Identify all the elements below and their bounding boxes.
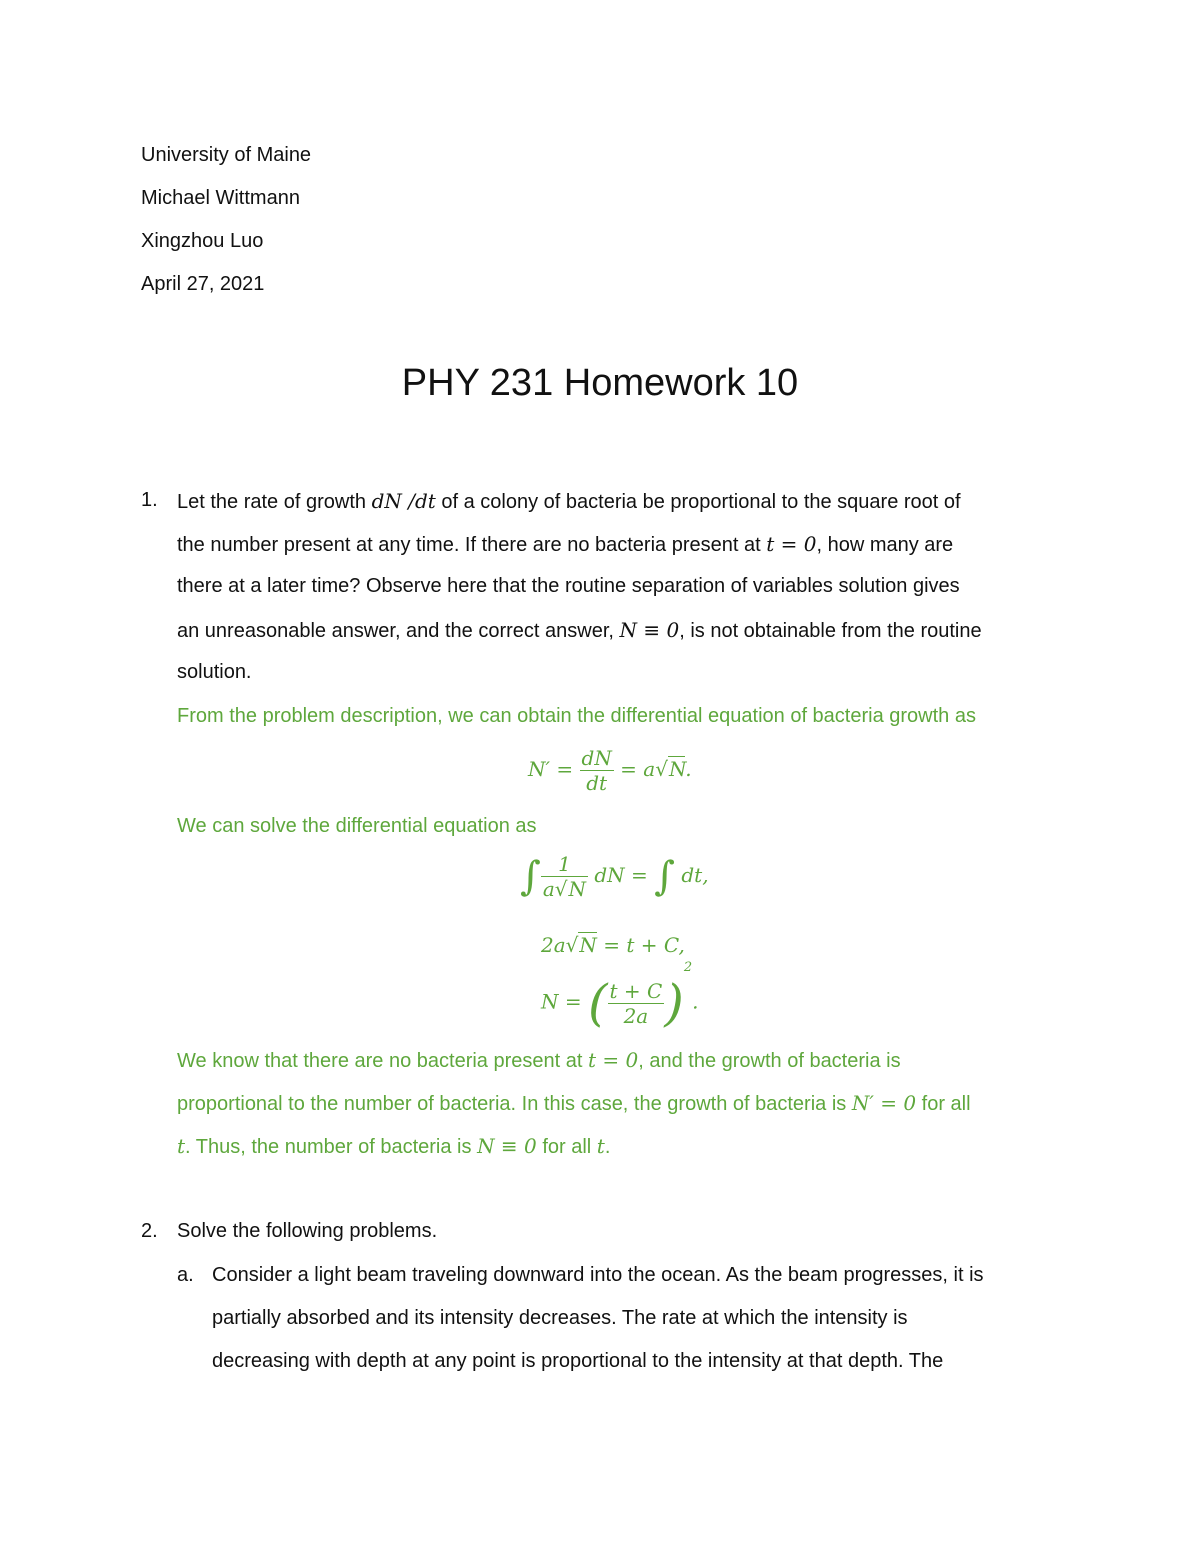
text: We know that there are no bacteria present at [177,1050,588,1072]
math-inline: t [177,1134,186,1158]
conclusion-line-1 [177,1048,901,1073]
text: . Thus, the number of bacteria is [185,1136,478,1158]
problem-2a-line-1: Consider a light beam traveling downward into the ocean. As the beam progresses, it is [212,1264,984,1286]
problem-1-line-1 [177,489,961,514]
problem-1-line-5: solution. [177,661,252,683]
math-inline: N ≡ 0 [477,1134,537,1158]
header-university: University of Maine [141,144,312,166]
math-inline: t [596,1134,605,1158]
text: for all [916,1093,971,1115]
header-instructor: Michael Wittmann [141,187,300,209]
text: , is not obtainable from the routine [679,620,982,642]
math-inline: dN /dt [371,489,436,513]
text: an unreasonable answer, and the correct answer, [177,620,620,642]
text: , and the growth of bacteria is [638,1050,901,1072]
text: proportional to the number of bacteria. In this case, the growth of bacteria is [177,1093,852,1115]
problem-2a-label: a. [177,1264,194,1286]
text: of a colony of bacteria be proportional to the square root of [435,491,961,513]
header-student: Xingzhou Luo [141,230,264,252]
text: for all [536,1136,597,1158]
header-date: April 27, 2021 [141,273,265,295]
text: , how many are [816,534,954,556]
text: Let the rate of growth [177,491,372,513]
conclusion-line-3 [177,1134,610,1159]
equation-solution: N = ( $\frac{t + C}{2a}$ )$^2$. [541,960,699,1032]
equation-growth: N′ = $\frac{dN}{dt}$ = a√N. [528,746,692,795]
answer-intro: From the problem description, we can obtain the differential equation of bacteria growth as [177,705,976,727]
math-inline: t = 0 [587,1048,639,1072]
problem-1-line-2 [177,532,953,557]
problem-2a-line-2: partially absorbed and its intensity decreases. The rate at which the intensity is [212,1307,908,1329]
solve-intro: We can solve the differential equation as [177,815,537,837]
conclusion-line-2 [177,1091,971,1116]
problem-2-number: 2. [141,1220,158,1242]
equation-integral: ∫ $\frac{1}{a√N}$ dN = ∫ dt, [520,852,709,901]
math-inline: t = 0 [766,532,817,556]
text: . [604,1136,611,1158]
equation-integrated: 2a√N = t + C, [541,933,685,957]
problem-2-text: Solve the following problems. [177,1220,438,1242]
problem-1-line-3: there at a later time? Observe here that the routine separation of variables solution gives [177,575,960,597]
problem-1-line-4 [177,618,982,643]
text: the number present at any time. If there are no bacteria present at [177,534,767,556]
math-inline: N′ = 0 [851,1091,917,1115]
math-inline: N ≡ 0 [619,618,680,642]
problem-2a-line-3: decreasing with depth at any point is proportional to the intensity at that depth. The [212,1350,944,1372]
problem-1-number: 1. [141,489,158,511]
page-title: PHY 231 Homework 10 [401,362,799,404]
